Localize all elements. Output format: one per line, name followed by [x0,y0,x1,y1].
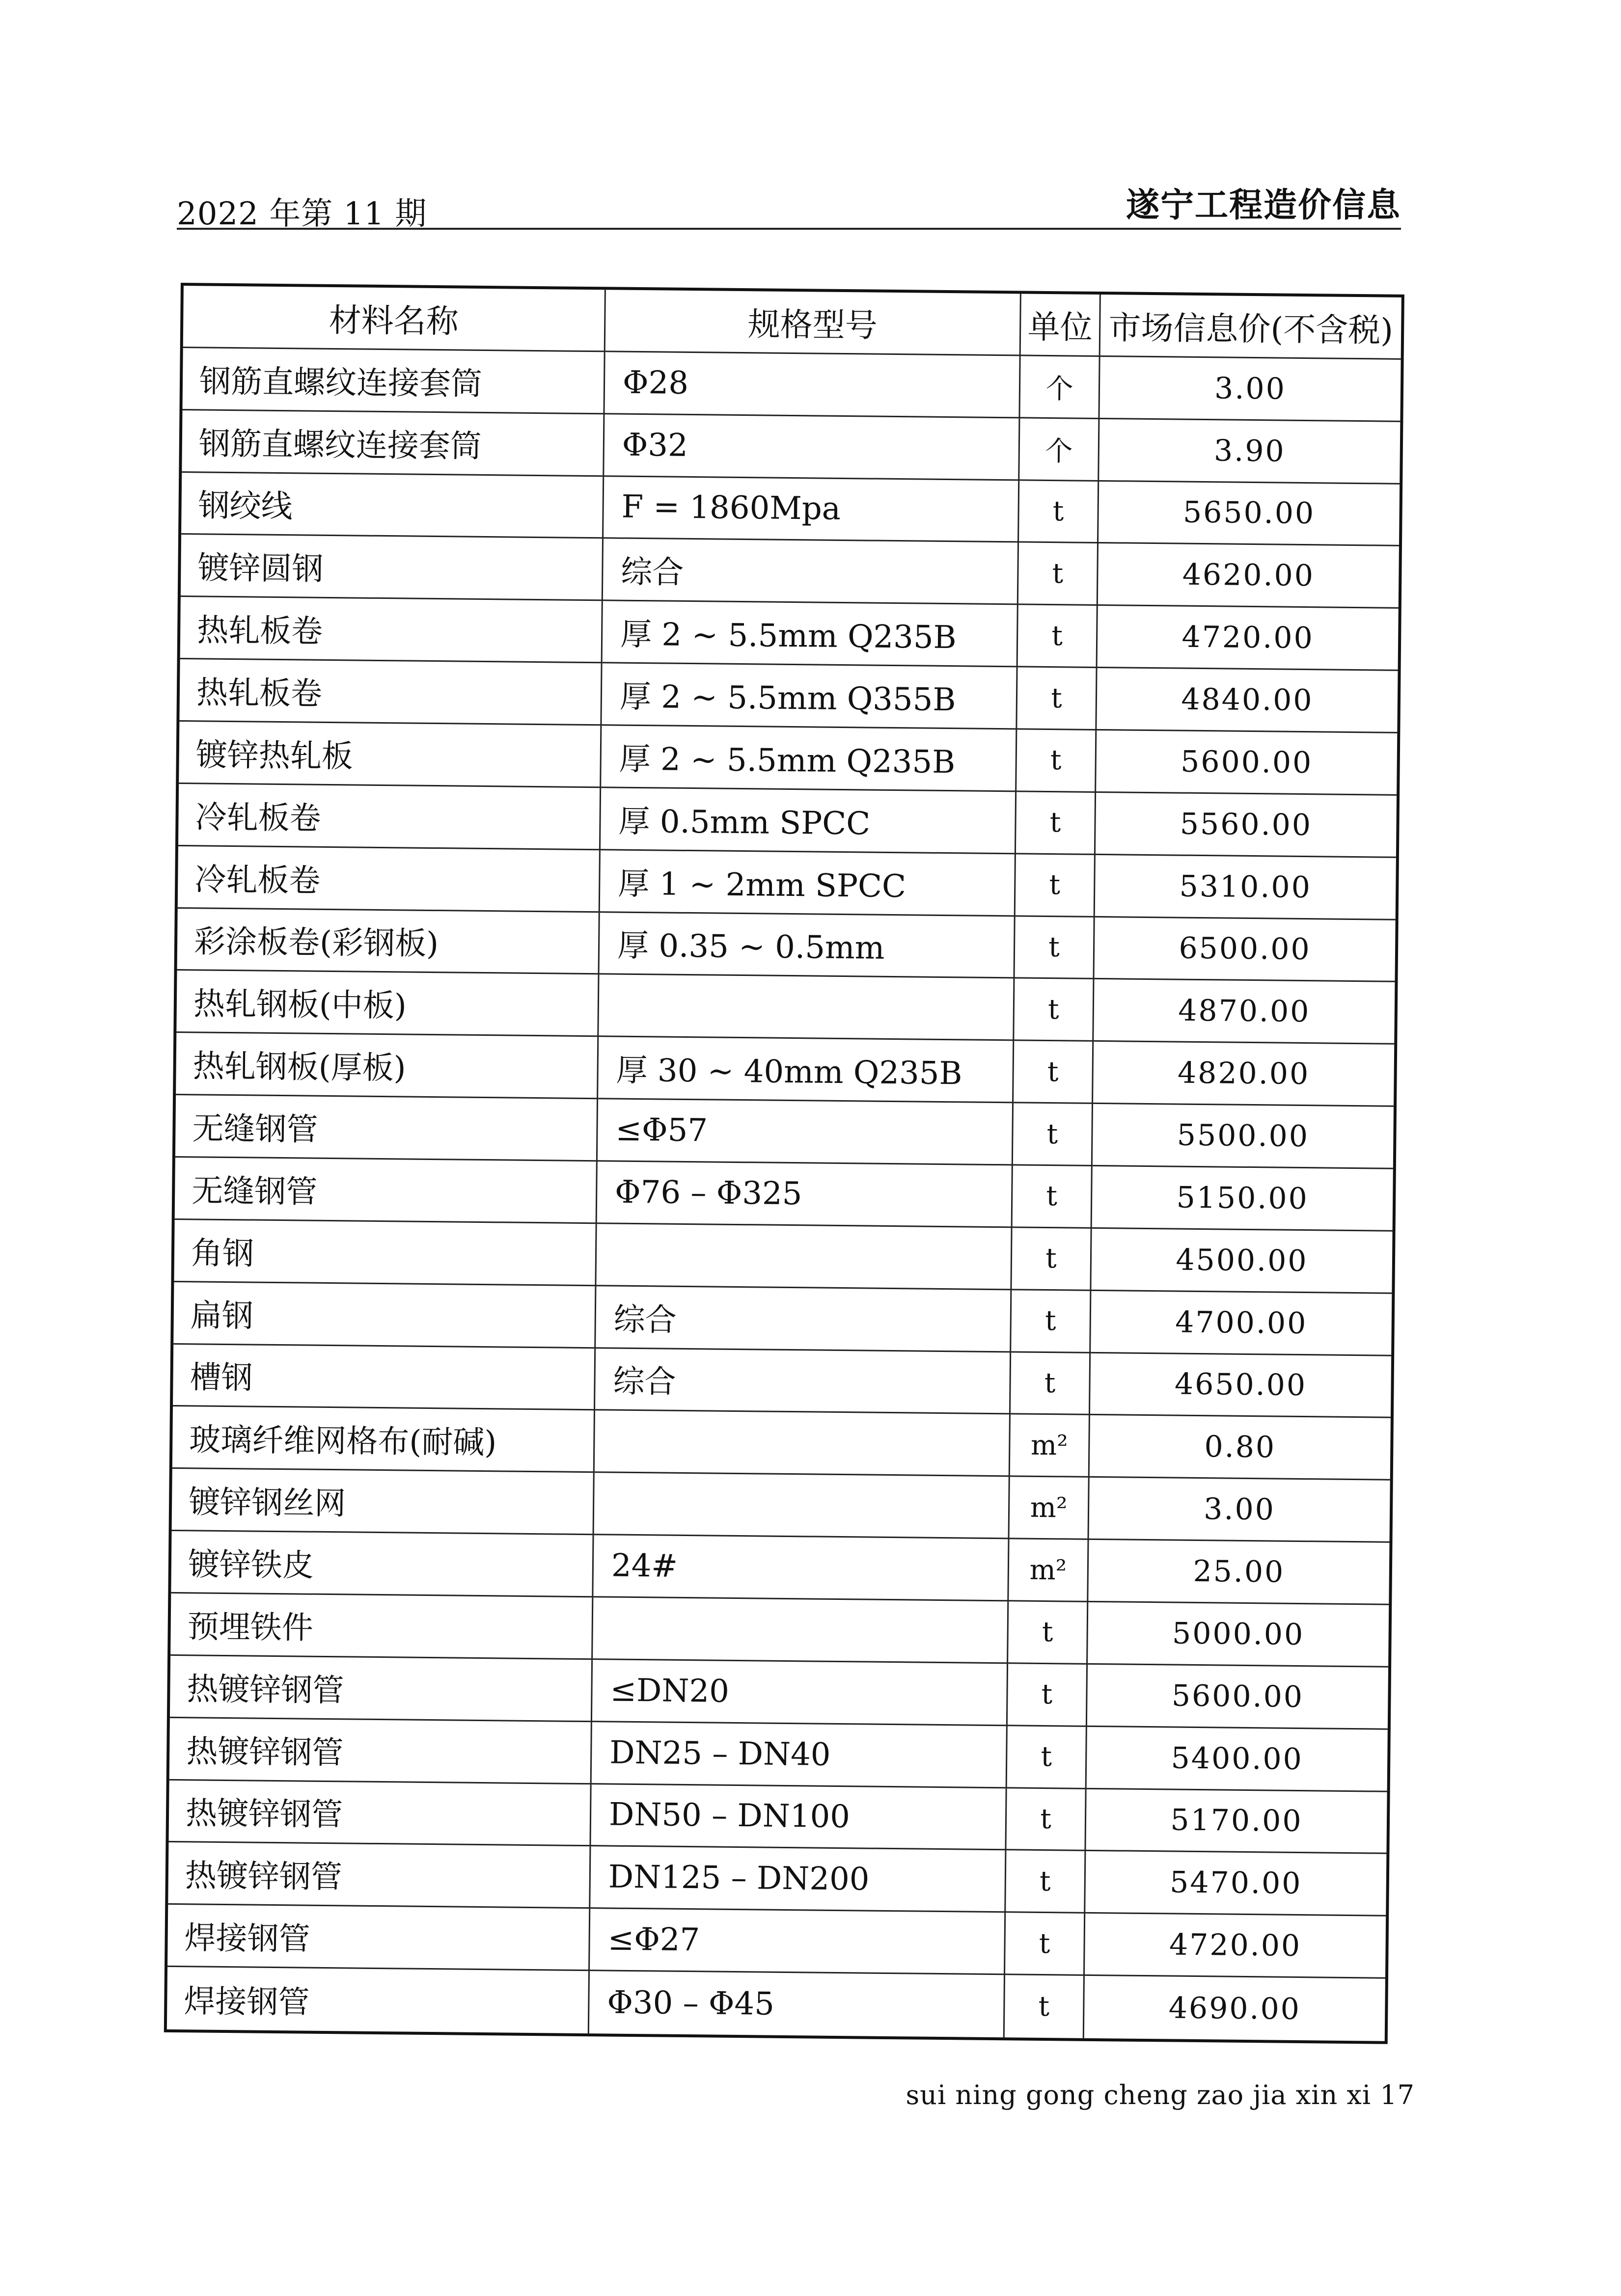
spec-cell: 24# [593,1535,1009,1601]
material-name-cell: 热镀锌钢管 [169,1718,592,1784]
unit-cell: t [1014,1041,1094,1104]
spec-cell: 厚 2 ~ 5.5mm Q355B [602,663,1017,729]
price-cell: 0.80 [1090,1415,1391,1481]
unit-cell: t [1017,729,1097,792]
price-cell: 4700.00 [1091,1291,1392,1356]
column-header-material-name: 材料名称 [183,286,606,352]
spec-cell: Φ30 – Φ45 [589,1971,1005,2037]
price-cell: 3.00 [1099,357,1401,422]
unit-cell: m² [1010,1477,1090,1540]
spec-cell: 厚 0.5mm SPCC [601,788,1017,854]
price-cell: 6500.00 [1094,917,1395,982]
price-cell: 5400.00 [1087,1727,1388,1792]
unit-cell: t [1006,1851,1086,1914]
unit-cell: t [1008,1664,1088,1727]
price-cell: 4650.00 [1090,1353,1391,1418]
spec-cell: ≤DN20 [592,1660,1008,1726]
unit-cell: t [1006,1788,1086,1851]
unit-cell: m² [1009,1539,1089,1602]
spec-cell: 综合 [596,1286,1012,1352]
price-cell: 3.00 [1089,1478,1390,1543]
material-name-cell: 热轧钢板(厚板) [176,1033,599,1099]
unit-cell: t [1013,1165,1093,1228]
column-header-spec: 规格型号 [605,290,1021,356]
page-footer: sui ning gong cheng zao jia xin xi 17 [906,2080,1415,2110]
price-cell: 4720.00 [1085,1914,1386,1979]
material-name-cell: 玻璃纤维网格布(耐碱) [172,1406,595,1473]
price-cell: 5000.00 [1088,1602,1389,1668]
unit-cell: 个 [1020,356,1100,419]
material-name-cell: 扁钢 [173,1282,596,1349]
spec-cell: 厚 1 ~ 2mm SPCC [600,850,1016,917]
spec-cell: 厚 2 ~ 5.5mm Q235B [603,601,1018,668]
publication-title: 遂宁工程造价信息 [1126,186,1401,225]
unit-cell: t [1019,481,1099,543]
material-name-cell: 角钢 [174,1220,597,1286]
unit-cell: t [1018,543,1099,606]
spec-cell: F = 1860Mpa [604,477,1019,543]
material-name-cell: 无缝钢管 [175,1158,598,1224]
price-cell: 4690.00 [1168,1991,1301,2026]
spec-cell: DN50 – DN100 [591,1784,1007,1851]
spec-cell: 厚 0.35 ~ 0.5mm [600,913,1016,979]
unit-cell: m² [1010,1415,1090,1478]
material-name-cell: 冷轧板卷 [178,846,601,913]
price-cell: 4500.00 [1091,1229,1392,1294]
unit-cell: t [1011,1352,1091,1415]
price-cell: 5650.00 [1099,482,1400,547]
price-cell: 5470.00 [1085,1851,1386,1917]
unit-cell: t [1005,1975,1085,2038]
spec-cell: Φ28 [604,352,1020,418]
material-name-cell: 热镀锌钢管 [170,1656,593,1722]
spec-cell: 综合 [595,1349,1011,1415]
spec-cell [595,1411,1011,1477]
price-cell: 5600.00 [1096,730,1397,796]
material-name-cell: 焊接钢管 [167,1905,590,1971]
price-cell: 4620.00 [1098,543,1399,609]
material-name-cell: 镀锌铁皮 [171,1531,594,1597]
unit-cell: t [1005,1913,1085,1976]
material-name-cell: 镀锌钢丝网 [172,1469,595,1535]
unit-cell: t [1011,1290,1091,1353]
material-name-cell: 镀锌热轧板 [179,722,602,788]
price-cell: 4840.00 [1097,668,1398,733]
material-name-cell: 预埋铁件 [170,1594,593,1660]
spec-cell [593,1597,1009,1664]
price-table [164,283,1404,2044]
spec-cell: ≤Φ57 [598,1099,1014,1165]
unit-cell: t [1016,854,1096,917]
price-cell: 5500.00 [1093,1104,1394,1169]
material-name-cell: 钢绞线 [181,473,604,539]
unit-cell: t [1017,668,1097,730]
material-name-cell: 热轧钢板(中板) [176,971,599,1037]
price-cell: 5560.00 [1096,793,1397,858]
spec-cell: 厚 30 ~ 40mm Q235B [598,1037,1014,1104]
material-name-cell: 冷轧板卷 [178,784,601,850]
price-cell: 5170.00 [1086,1789,1387,1854]
spec-cell: Φ32 [604,414,1020,481]
material-name-cell: 热镀锌钢管 [168,1780,591,1846]
unit-cell: t [1007,1726,1087,1789]
column-header-price: 市场信息价(不含税) [1100,295,1401,360]
price-cell: 4820.00 [1093,1042,1394,1107]
material-name-cell: 无缝钢管 [175,1095,598,1162]
spec-cell [596,1224,1012,1290]
spec-cell [599,975,1015,1041]
spec-cell: DN125 – DN200 [590,1847,1006,1913]
unit-cell: t [1008,1601,1088,1664]
material-name-cell: 彩涂板卷(彩钢板) [177,909,600,975]
unit-cell: t [1014,979,1094,1042]
material-name-cell: 钢筋直螺纹连接套筒 [182,410,604,477]
spec-cell: 综合 [603,539,1019,605]
price-cell: 5150.00 [1092,1166,1393,1232]
price-cell: 4870.00 [1094,979,1395,1045]
material-name-cell: 槽钢 [173,1345,596,1411]
material-name-cell: 热轧板卷 [180,597,603,663]
material-name-cell: 镀锌圆钢 [181,535,604,601]
unit-cell: t [1018,605,1098,668]
spec-cell [594,1473,1010,1539]
material-name-cell: 热轧板卷 [179,659,602,726]
unit-cell: t [1016,792,1096,855]
spec-cell: ≤Φ27 [590,1909,1006,1975]
unit-cell: 个 [1019,418,1099,481]
spec-cell: Φ76 – Φ325 [597,1162,1013,1228]
spec-cell: 厚 2 ~ 5.5mm Q235B [601,726,1017,792]
material-name-cell: 焊接钢管 [167,1967,590,2033]
price-cell: 5600.00 [1087,1665,1388,1730]
spec-cell: DN25 – DN40 [592,1722,1008,1788]
material-name-cell: 热镀锌钢管 [168,1842,591,1909]
price-cell: 25.00 [1088,1540,1389,1605]
column-header-unit: 单位 [1021,294,1101,356]
header-divider [177,228,1401,230]
unit-cell: t [1015,917,1095,979]
price-cell: 3.90 [1099,419,1400,485]
material-name-cell: 钢筋直螺纹连接套筒 [183,348,605,414]
unit-cell: t [1013,1103,1093,1166]
issue-label: 2022 年第 11 期 [177,196,427,232]
price-cell: 5310.00 [1095,855,1396,920]
price-cell: 4720.00 [1098,606,1399,671]
unit-cell: t [1012,1228,1092,1291]
